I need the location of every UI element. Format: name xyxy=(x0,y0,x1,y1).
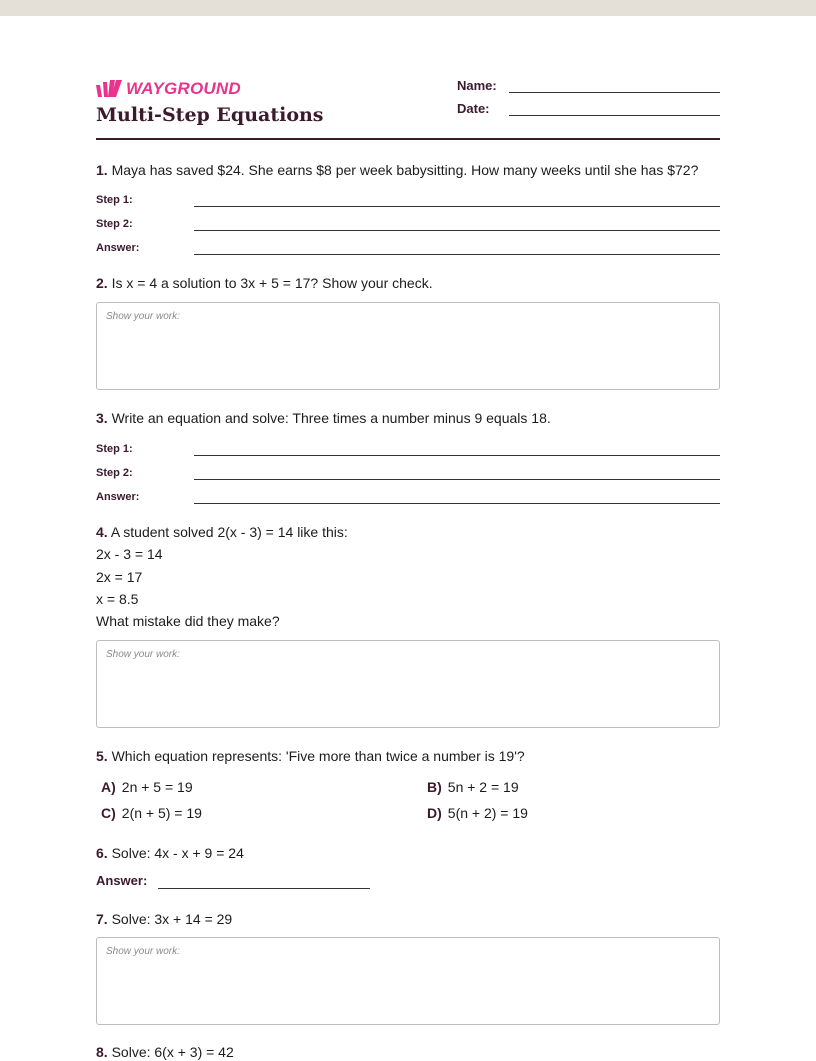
question-number: 2. xyxy=(96,275,108,291)
work-line: 2x = 17 xyxy=(96,569,143,585)
q1-step1-row xyxy=(96,191,720,209)
q1-answer-row xyxy=(96,239,720,257)
name-line[interactable] xyxy=(509,78,720,93)
question-number: 4. xyxy=(96,524,108,540)
q4-work-box[interactable] xyxy=(96,640,720,728)
question-text: Write an equation and solve: Three times a number minus 9 equals 18. xyxy=(111,410,551,426)
question-5 xyxy=(96,747,720,765)
step-label: Step 2: xyxy=(96,218,133,230)
choice-d[interactable] xyxy=(427,804,528,822)
step-label: Step 1: xyxy=(96,194,133,206)
answer-label: Answer: xyxy=(96,873,148,888)
choice-text: 5n + 2 = 19 xyxy=(447,779,519,795)
question-8 xyxy=(96,1043,720,1061)
q2-work-box[interactable] xyxy=(96,302,720,390)
worksheet-title: Multi-Step Equations xyxy=(96,104,324,126)
name-field[interactable] xyxy=(457,78,720,93)
question-text: Solve: 3x + 14 = 29 xyxy=(111,911,233,927)
choice-c[interactable] xyxy=(101,804,202,822)
question-number: 6. xyxy=(96,845,108,861)
work-hint: Show your work: xyxy=(106,649,180,660)
choice-letter: A) xyxy=(101,779,116,795)
question-text: Solve: 6(x + 3) = 42 xyxy=(111,1044,234,1060)
step-label: Step 2: xyxy=(96,467,133,479)
date-field[interactable] xyxy=(457,101,720,116)
choice-text: 5(n + 2) = 19 xyxy=(447,805,528,821)
brand-name: WAYGROUND xyxy=(126,79,241,98)
question-number: 1. xyxy=(96,162,108,178)
answer-label: Answer: xyxy=(96,491,140,503)
q3-step2-row xyxy=(96,464,720,482)
brand-logo xyxy=(96,79,241,99)
q7-work-box[interactable] xyxy=(96,937,720,1025)
question-text: Is x = 4 a solution to 3x + 5 = 17? Show your check. xyxy=(111,275,433,291)
question-text: Maya has saved $24. She earns $8 per week babysitting. How many weeks until she has $72? xyxy=(111,162,699,178)
date-label: Date: xyxy=(457,101,490,116)
q1-step2-line[interactable] xyxy=(194,230,720,231)
question-prompt: What mistake did they make? xyxy=(96,613,280,629)
choice-letter: D) xyxy=(427,805,442,821)
question-text: A student solved 2(x - 3) = 14 like this: xyxy=(110,524,348,540)
wayground-logo-icon xyxy=(96,79,124,99)
work-hint: Show your work: xyxy=(106,946,180,957)
question-4 xyxy=(96,523,720,541)
work-line: x = 8.5 xyxy=(96,591,139,607)
choice-a[interactable] xyxy=(101,778,193,796)
question-number: 5. xyxy=(96,748,108,764)
q6-answer-line[interactable] xyxy=(158,874,370,889)
question-text: Solve: 4x - x + 9 = 24 xyxy=(111,845,244,861)
work-line: 2x - 3 = 14 xyxy=(96,546,163,562)
q1-answer-line[interactable] xyxy=(194,254,720,255)
q3-step1-line[interactable] xyxy=(194,455,720,456)
choice-text: 2(n + 5) = 19 xyxy=(121,805,202,821)
choice-b[interactable] xyxy=(427,778,519,796)
question-2 xyxy=(96,274,720,292)
q3-answer-row xyxy=(96,488,720,506)
question-6 xyxy=(96,844,720,862)
question-1 xyxy=(96,161,720,179)
page-top-band xyxy=(0,0,816,16)
q1-step2-row xyxy=(96,215,720,233)
answer-label: Answer: xyxy=(96,242,140,254)
worksheet-header xyxy=(96,76,720,140)
question-number: 7. xyxy=(96,911,108,927)
q3-step1-row xyxy=(96,440,720,458)
question-3 xyxy=(96,409,720,427)
date-line[interactable] xyxy=(509,101,720,116)
question-text: Which equation represents: 'Five more than twice a number is 19'? xyxy=(111,748,525,764)
name-label: Name: xyxy=(457,78,497,93)
choice-text: 2n + 5 = 19 xyxy=(121,779,193,795)
work-hint: Show your work: xyxy=(106,311,180,322)
question-number: 8. xyxy=(96,1044,108,1060)
step-label: Step 1: xyxy=(96,443,133,455)
question-number: 3. xyxy=(96,410,108,426)
choice-letter: B) xyxy=(427,779,442,795)
q3-answer-line[interactable] xyxy=(194,503,720,504)
question-7 xyxy=(96,910,720,928)
q3-step2-line[interactable] xyxy=(194,479,720,480)
q1-step1-line[interactable] xyxy=(194,206,720,207)
choice-letter: C) xyxy=(101,805,116,821)
